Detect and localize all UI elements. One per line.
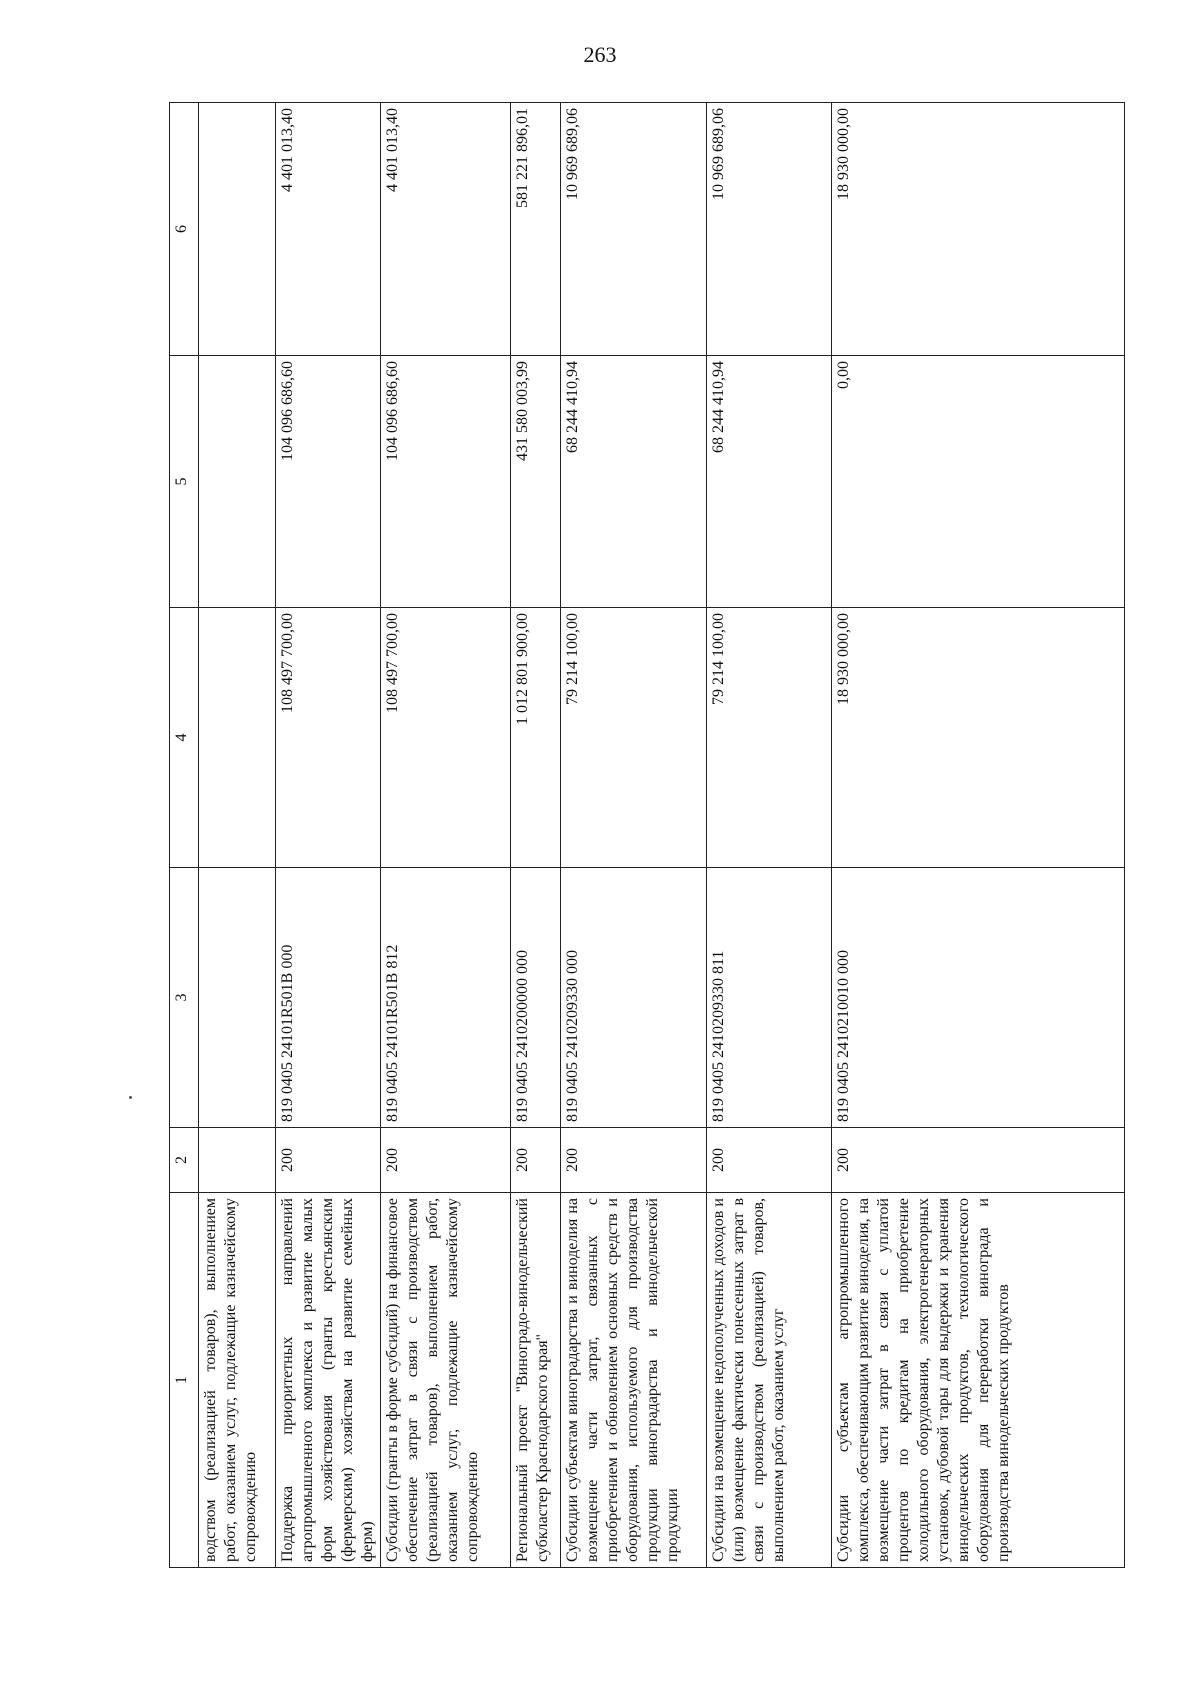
budget-code-cell xyxy=(199,868,276,1128)
amount-cell: 108 497 700,00 xyxy=(381,608,511,868)
rotated-table-frame xyxy=(169,103,1125,1568)
code-cell: 200 xyxy=(707,1128,832,1193)
table-row xyxy=(511,103,561,1568)
column-number: 3 xyxy=(170,868,199,1128)
column-number: 4 xyxy=(170,608,199,868)
item-name-cell: Поддержка приоритетных направлений агропромышленного комплекса и развитие малых форм хозяйствования (гранты крестьянским (фермерским) хозяйствам на развитие семейных ферм) xyxy=(276,1193,381,1568)
budget-table xyxy=(169,102,1125,1568)
table-row xyxy=(832,103,1125,1568)
item-name-cell: Субсидии субъектам виноградарства и виноделия на возмещение части затрат, связанных с приобретением и обновлением основных средств и оборудования, используемого для производства продукции виноградарства и винодельческой продукции xyxy=(561,1193,707,1568)
code-cell: 200 xyxy=(276,1128,381,1193)
amount-cell: 10 969 689,06 xyxy=(707,103,832,356)
amount-cell: 0,00 xyxy=(832,356,1125,608)
column-number: 2 xyxy=(170,1128,199,1193)
amount-cell xyxy=(199,356,276,608)
item-name-cell: водством (реализацией товаров), выполнением работ, оказанием услуг, подлежащие казначейскому сопровождению xyxy=(199,1193,276,1568)
budget-code-cell: 819 0405 2410210010 000 xyxy=(832,868,1125,1128)
column-number-row xyxy=(170,103,199,1568)
table-row xyxy=(381,103,511,1568)
budget-code-cell: 819 0405 24101R501B 000 xyxy=(276,868,381,1128)
amount-cell: 581 221 896,01 xyxy=(511,103,561,356)
column-number: 5 xyxy=(170,356,199,608)
amount-cell xyxy=(199,103,276,356)
amount-cell: 104 096 686,60 xyxy=(381,356,511,608)
amount-cell: 79 214 100,00 xyxy=(707,608,832,868)
table-row xyxy=(707,103,832,1568)
page-number: 263 xyxy=(583,42,617,67)
budget-code-cell: 819 0405 24101R501B 812 xyxy=(381,868,511,1128)
amount-cell: 1 012 801 900,00 xyxy=(511,608,561,868)
scan-speck xyxy=(129,1096,132,1099)
amount-cell: 18 930 000,00 xyxy=(832,103,1125,356)
item-name-cell: Субсидии на возмещение недополученных доходов и (или) возмещение фактически понесенных затрат в связи с производством (реализацией) товаров, выполнением работ, оказанием услуг xyxy=(707,1193,832,1568)
amount-cell: 68 244 410,94 xyxy=(561,356,707,608)
amount-cell xyxy=(199,608,276,868)
amount-cell: 4 401 013,40 xyxy=(276,103,381,356)
amount-cell: 68 244 410,94 xyxy=(707,356,832,608)
table-row xyxy=(276,103,381,1568)
amount-cell: 79 214 100,00 xyxy=(561,608,707,868)
amount-cell: 4 401 013,40 xyxy=(381,103,511,356)
item-name-cell: Региональный проект "Виноградо-винодельческий субкластер Краснодарского края" xyxy=(511,1193,561,1568)
column-number: 6 xyxy=(170,103,199,356)
budget-code-cell: 819 0405 2410200000 000 xyxy=(511,868,561,1128)
budget-code-cell: 819 0405 2410209330 000 xyxy=(561,868,707,1128)
item-name-cell: Субсидии субъектам агропромышленного комплекса, обеспечивающим развитие виноделия, на возмещение части затрат в связи с уплатой процентов по кредитам на приобретение холодильного оборудования, электрогенераторных установок, дубовой тары для выдержки и хранения винодельческих продуктов, технологического оборудования для переработки винограда и производства винодельческих продуктов xyxy=(832,1193,1125,1568)
column-number: 1 xyxy=(170,1193,199,1568)
code-cell: 200 xyxy=(381,1128,511,1193)
amount-cell: 108 497 700,00 xyxy=(276,608,381,868)
table-row xyxy=(199,103,276,1568)
code-cell: 200 xyxy=(561,1128,707,1193)
amount-cell: 431 580 003,99 xyxy=(511,356,561,608)
item-name-cell: Субсидии (гранты в форме субсидий) на финансовое обеспечение затрат в связи с производством (реализацией товаров), выполнением работ, оказанием услуг, подлежащие казначейскому сопровождению xyxy=(381,1193,511,1568)
code-cell xyxy=(199,1128,276,1193)
amount-cell: 18 930 000,00 xyxy=(832,608,1125,868)
budget-code-cell: 819 0405 2410209330 811 xyxy=(707,868,832,1128)
table-row xyxy=(561,103,707,1568)
amount-cell: 104 096 686,60 xyxy=(276,356,381,608)
code-cell: 200 xyxy=(832,1128,1125,1193)
code-cell: 200 xyxy=(511,1128,561,1193)
amount-cell: 10 969 689,06 xyxy=(561,103,707,356)
